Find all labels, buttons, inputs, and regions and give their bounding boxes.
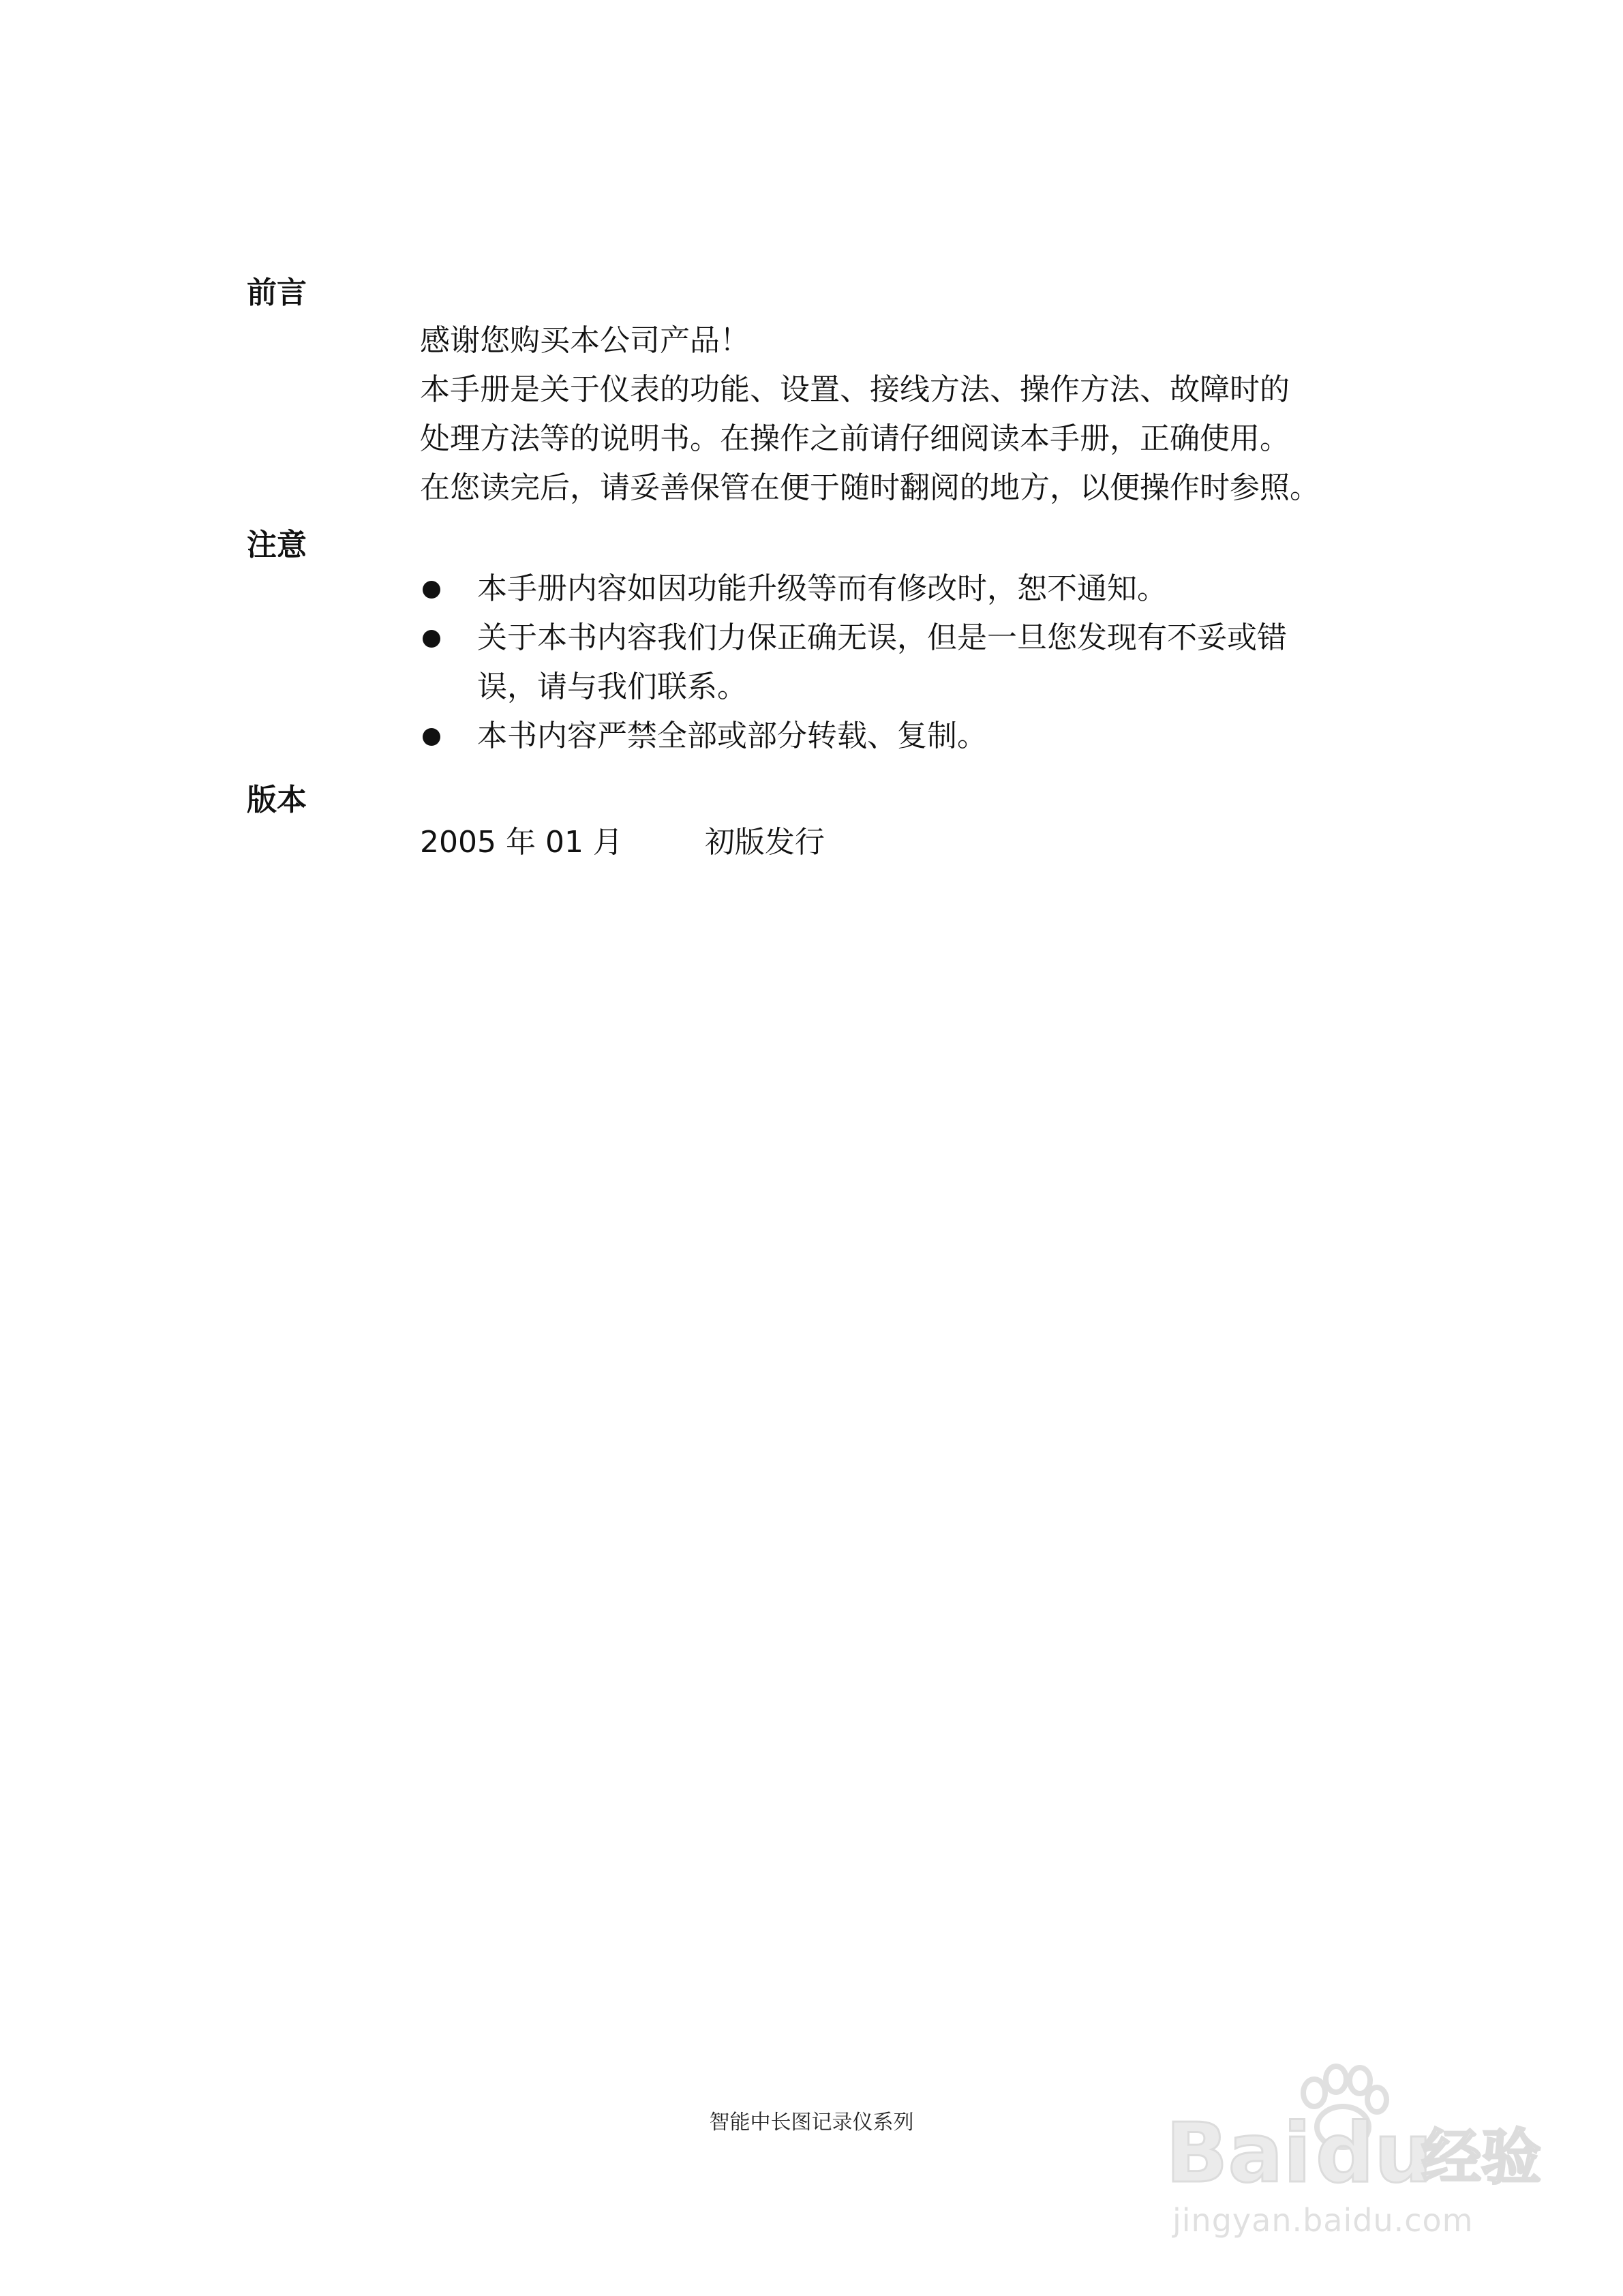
preface-body <box>420 316 1388 513</box>
notice-item-text: 误，请与我们联系。 <box>477 669 747 704</box>
version-heading: 版本 <box>247 783 307 817</box>
notice-item-text: 关于本书内容我们力保正确无误，但是一旦您发现有不妥或错 <box>477 620 1287 655</box>
notice-item <box>420 614 1388 712</box>
baidu-jingyan-watermark <box>1152 2045 1561 2239</box>
svg-text:du: du <box>1316 2106 1433 2201</box>
notice-item-text: 本手册内容如因功能升级等而有修改时，恕不通知。 <box>477 571 1167 606</box>
notice-item <box>420 712 1388 761</box>
preface-heading: 前言 <box>247 275 307 310</box>
version-description: 初版发行 <box>704 825 825 860</box>
notice-heading: 注意 <box>247 528 307 562</box>
preface-line: 在您读完后，请妥善保管在便于随时翻阅的地方，以便操作时参照。 <box>420 470 1320 505</box>
bullet-icon <box>423 581 440 599</box>
preface-line: 本手册是关于仪表的功能、设置、接线方法、操作方法、故障时的 <box>420 372 1290 407</box>
preface-line: 处理方法等的说明书。在操作之前请仔细阅读本手册，正确使用。 <box>420 421 1290 456</box>
version-row <box>420 818 825 867</box>
svg-text:Bai: Bai <box>1166 2106 1311 2201</box>
bullet-icon <box>423 630 440 648</box>
svg-text:经验: 经验 <box>1421 2122 1542 2192</box>
notice-item-text: 本书内容严禁全部或部分转载、复制。 <box>477 719 987 753</box>
baidu-paw-logo-icon <box>1152 2045 1561 2202</box>
version-date: 2005 年 01 月 <box>420 825 623 860</box>
page-footer: 智能中长图记录仪系列 <box>709 2111 914 2134</box>
watermark-url: jingyan.baidu.com <box>1172 2202 1474 2239</box>
notice-item <box>420 564 1388 614</box>
bullet-icon <box>423 728 440 746</box>
preface-line: 感谢您购买本公司产品！ <box>420 323 750 358</box>
notice-list <box>420 564 1388 761</box>
